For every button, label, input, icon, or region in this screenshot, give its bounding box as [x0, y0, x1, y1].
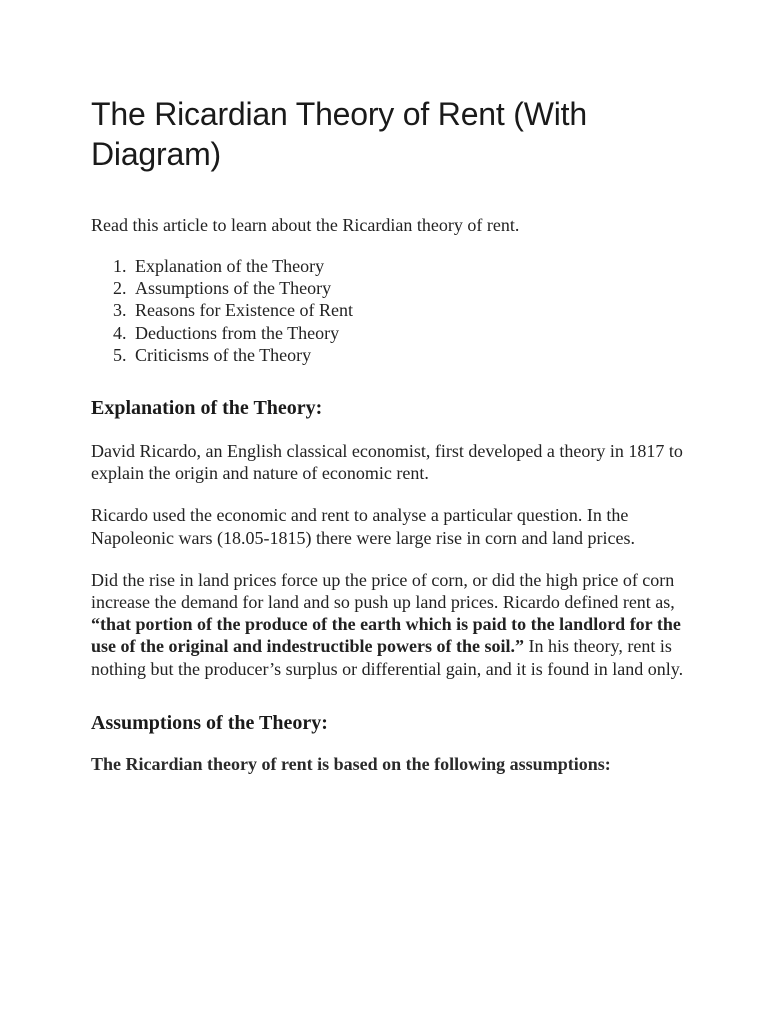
list-item-number: 2. [113, 278, 127, 299]
list-item-label: Reasons for Existence of Rent [135, 300, 353, 321]
list-item [91, 299, 691, 321]
assumptions-lead: The Ricardian theory of rent is based on the following assumptions: [91, 753, 611, 774]
list-item [91, 255, 691, 277]
page-title: The Ricardian Theory of Rent (With Diagram) [91, 96, 587, 172]
list-item-number: 4. [113, 322, 127, 343]
article [91, 94, 691, 775]
paragraph-ricardo-intro: David Ricardo, an English classical economist, first developed a theory in 1817 to explain the origin and nature of economic rent. [91, 441, 683, 484]
intro-paragraph: Read this article to learn about the Ricardian theory of rent. [91, 215, 520, 235]
list-item-label: Explanation of the Theory [135, 256, 325, 276]
paragraph-rent-definition [91, 569, 691, 680]
section-heading-explanation: Explanation of the Theory: [91, 397, 323, 420]
section-heading-assumptions: Assumptions of the Theory: [91, 711, 328, 734]
list-item-label: Deductions from the Theory [135, 322, 340, 343]
list-item-label: Criticisms of the Theory [135, 344, 312, 365]
list-item [91, 344, 691, 366]
paragraph-text: In his theory, rent is nothing but the producer’s surplus or differential gain, and it is found in land only. [91, 636, 684, 679]
list-item-number: 1. [113, 256, 127, 276]
paragraph-text: Did the rise in land prices force up the price of corn, or did the high price of corn increase the demand for land and so push up land prices. Ricardo defined rent as, [91, 569, 675, 613]
list-item-number: 3. [113, 300, 127, 321]
table-of-contents [91, 255, 691, 366]
rent-definition-quote: “that portion of the produce of the earth which is paid to the landlord for the use of the original and indestructible powers of the soil.” [91, 614, 681, 657]
list-item [91, 322, 691, 344]
list-item-number: 5. [113, 344, 127, 365]
paragraph-napoleonic-wars: Ricardo used the economic and rent to analyse a particular question. In the Napoleonic wars (18.05-1815) there were large rise in corn and land prices. [91, 505, 635, 548]
list-item-label: Assumptions of the Theory [135, 278, 332, 299]
list-item [91, 277, 691, 299]
